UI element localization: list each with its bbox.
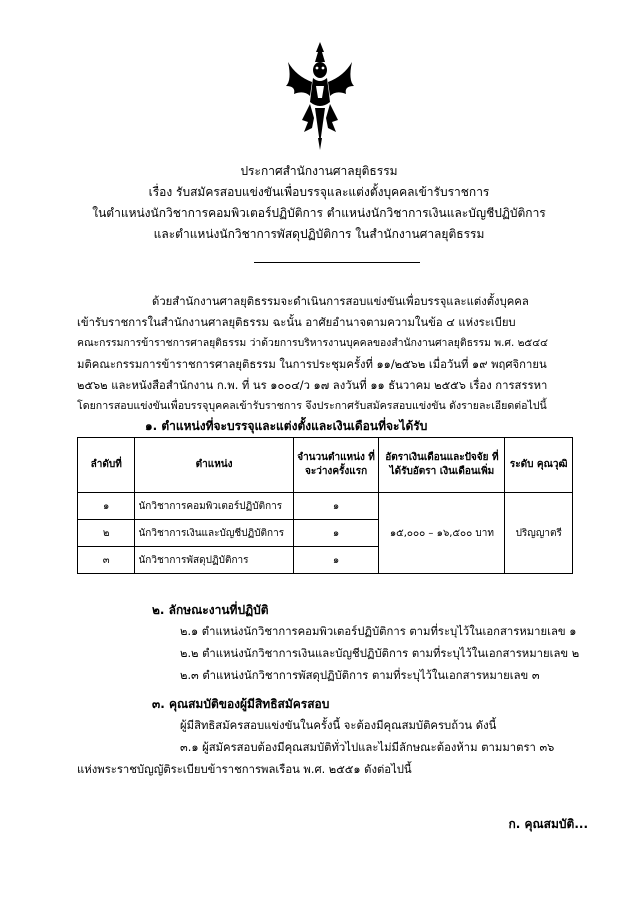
section3-intro: ผู้มีสิทธิสมัครสอบแข่งขันในครั้งนี้ จะต้องมีคุณสมบัติครบถ้วน ดังนี้: [180, 719, 497, 732]
header-education: ระดับ คุณวุฒิ: [505, 438, 573, 493]
education-level: ปริญญาตรี: [505, 493, 573, 574]
section2-item: ๒.๑ ตำแหน่งนักวิชาการคอมพิวเตอร์ปฏิบัติการ ตามที่ระบุไว้ในเอกสารหมายเลข ๑: [180, 625, 577, 638]
row-position: นักวิชาการเงินและบัญชีปฏิบัติการ: [135, 520, 293, 547]
intro-paragraph-line: ด้วยสำนักงานศาลยุติธรรมจะดำเนินการสอบแข่งขันเพื่อบรรจุและแต่งตั้งบุคคล: [152, 295, 529, 308]
garuda-emblem-icon: [282, 40, 358, 152]
row-vacancies: ๑: [293, 547, 379, 574]
announcement-subject: เรื่อง รับสมัครสอบแข่งขันเพื่อบรรจุและแต่งตั้งบุคคลเข้ารับราชการ: [148, 185, 490, 199]
header-position: ตำแหน่ง: [135, 438, 293, 493]
section2-item: ๒.๒ ตำแหน่งนักวิชาการเงินและบัญชีปฏิบัติการ ตามที่ระบุไว้ในเอกสารหมายเลข ๒: [180, 647, 580, 660]
row-position: นักวิชาการพัสดุปฏิบัติการ: [135, 547, 293, 574]
header-vacancies: จำนวนตำแหน่ง ที่จะว่างครั้งแรก: [293, 438, 379, 493]
table-header-row: [78, 438, 573, 493]
section3-item: ๓.๑ ผู้สมัครสอบต้องมีคุณสมบัติทั่วไปและไม่มีลักษณะต้องห้าม ตามมาตรา ๓๖: [180, 741, 555, 754]
announcement-subject-line3: และตำแหน่งนักวิชาการพัสดุปฏิบัติการ ในสำนักงานศาลยุติธรรม: [153, 227, 485, 241]
row-position: นักวิชาการคอมพิวเตอร์ปฏิบัติการ: [135, 493, 293, 520]
intro-paragraph-line: โดยการสอบแข่งขันเพื่อบรรจุบุคคลเข้ารับราชการ จึงประกาศรับสมัครสอบแข่งขัน ดังรายละเอียดต่อไปนี้: [77, 400, 547, 412]
row-order: ๒: [78, 520, 135, 547]
row-order: ๑: [78, 493, 135, 520]
row-vacancies: ๑: [293, 493, 379, 520]
section3-title: ๓. คุณสมบัติของผู้มีสิทธิสมัครสอบ: [152, 697, 330, 711]
section2-title: ๒. ลักษณะงานที่ปฏิบัติ: [152, 603, 269, 617]
header-order: ลำดับที่: [78, 438, 135, 493]
announcement-subject-line2: ในตำแหน่งนักวิชาการคอมพิวเตอร์ปฏิบัติการ ตำแหน่งนักวิชาการเงินและบัญชีปฏิบัติการ: [92, 206, 546, 220]
row-order: ๓: [78, 547, 135, 574]
intro-paragraph-line: ๒๕๖๒ และหนังสือสำนักงาน ก.พ. ที่ นร ๑๐๐๔/ว ๑๗ ลงวันที่ ๑๑ ธันวาคม ๒๕๕๖ เรื่อง การสรรหา: [77, 379, 548, 392]
row-vacancies: ๑: [293, 520, 379, 547]
section2-item: ๒.๓ ตำแหน่งนักวิชาการพัสดุปฏิบัติการ ตามที่ระบุไว้ในเอกสารหมายเลข ๓: [180, 669, 540, 682]
header-divider: [254, 262, 420, 263]
intro-paragraph-line: เข้ารับราชการในสำนักงานศาลยุติธรรม ฉะนั้น อาศัยอำนาจตามความในข้อ ๔ แห่งระเบียบ: [77, 316, 516, 329]
intro-paragraph-line: คณะกรรมการข้าราชการศาลยุติธรรม ว่าด้วยการบริหารงานบุคคลของสำนักงานศาลยุติธรรม พ.ศ. ๒๕๔๔: [77, 337, 549, 349]
salary-range: ๑๕,๐๐๐ – ๑๖,๕๐๐ บาท: [379, 493, 505, 574]
table-row: [78, 493, 573, 520]
continuation-marker: ก. คุณสมบัติ...: [508, 817, 588, 831]
section3-item-cont: แห่งพระราชบัญญัติระเบียบข้าราชการพลเรือน พ.ศ. ๒๕๕๑ ดังต่อไปนี้: [77, 763, 412, 776]
section1-title: ๑. ตำแหน่งที่จะบรรจุและแต่งตั้งและเงินเดือนที่จะได้รับ: [145, 419, 428, 433]
intro-paragraph-line: มติคณะกรรมการข้าราชการศาลยุติธรรม ในการประชุมครั้งที่ ๑๑/๒๕๖๒ เมื่อวันที่ ๑๙ พฤศจิกายน: [77, 358, 547, 371]
positions-table: [77, 437, 573, 574]
announcement-issuer: ประกาศสำนักงานศาลยุติธรรม: [240, 164, 398, 178]
header-salary: อัตราเงินเดือนและปัจจัย ที่ได้รับอัตรา เงินเดือนเพิ่ม: [379, 438, 505, 493]
